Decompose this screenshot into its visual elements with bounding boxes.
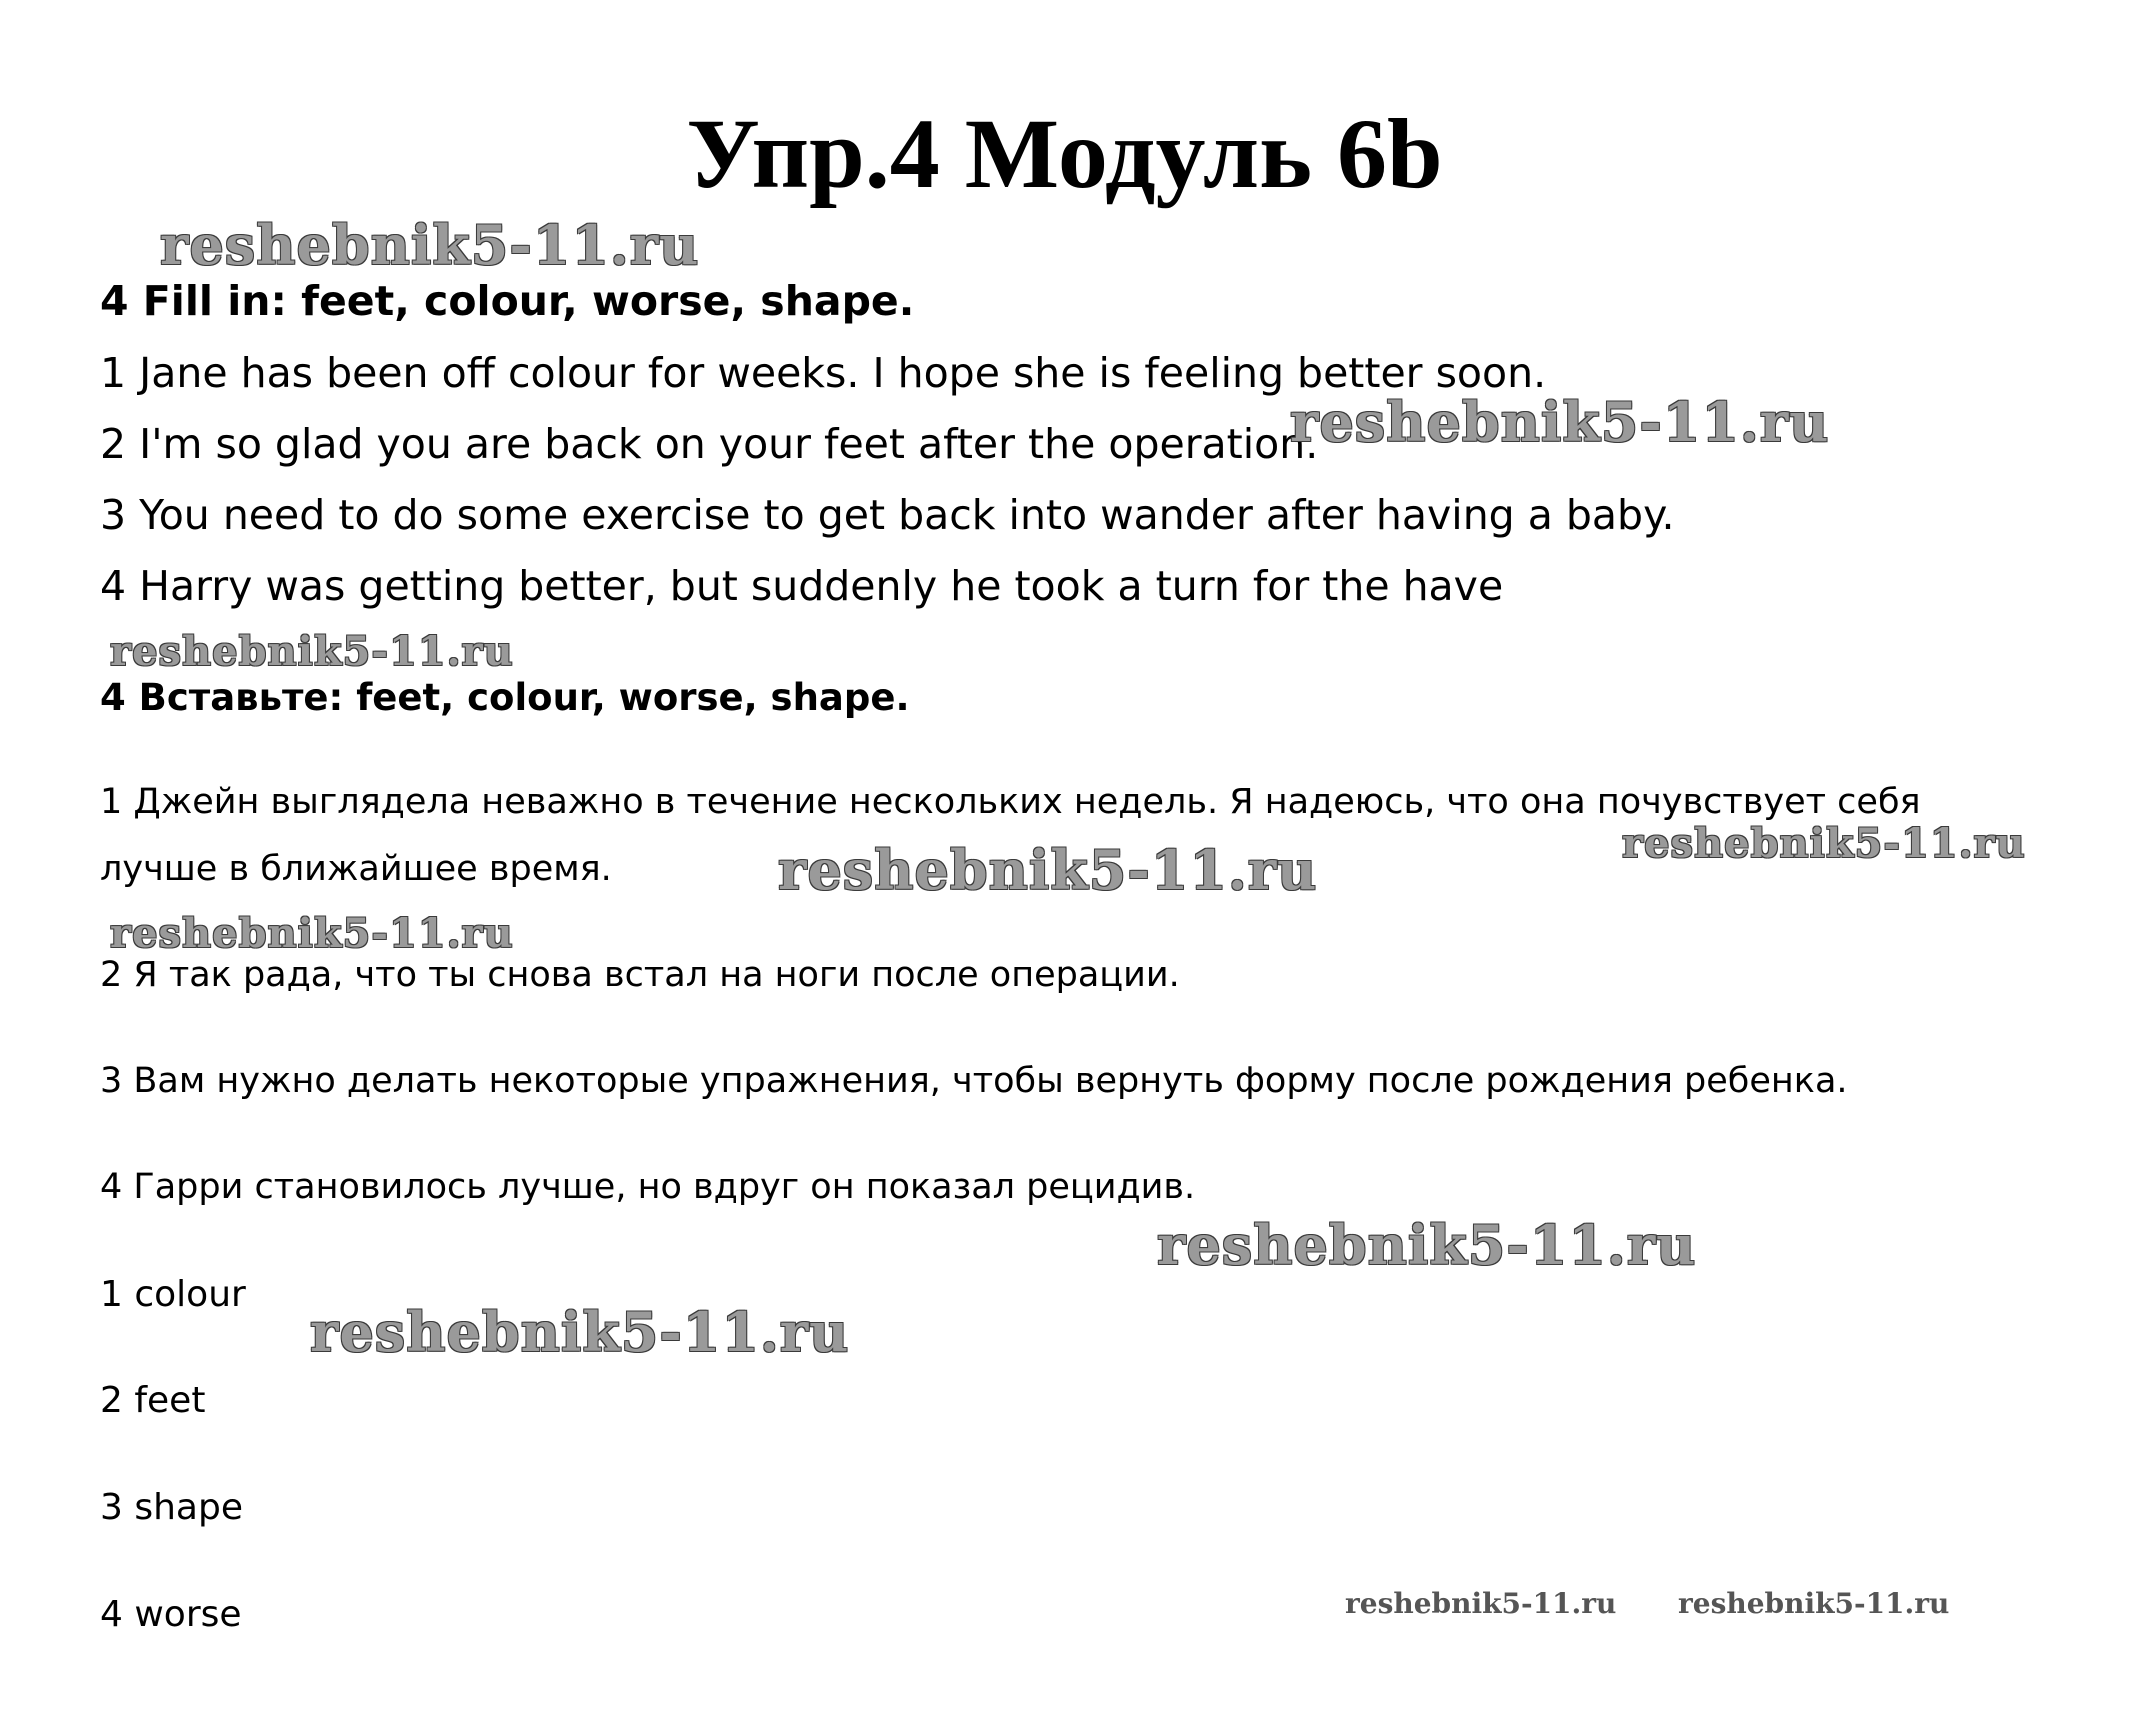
watermark: reshebnik5-11.ru	[1345, 1587, 1617, 1620]
watermark: reshebnik5-11.ru	[1157, 1213, 1697, 1277]
watermark: reshebnik5-11.ru	[160, 213, 700, 277]
russian-sentence-1-line-2: лучше в ближайшее время.	[100, 849, 612, 889]
russian-task-heading: 4 Вставьте: feet, colour, worse, shape.	[100, 676, 910, 719]
english-sentence-2: 2 I'm so glad you are back on your feet after the operation.	[100, 420, 1319, 468]
watermark: reshebnik5-11.ru	[778, 838, 1318, 902]
page-title: Упр.4 Модуль 6b	[686, 98, 1443, 209]
russian-sentence-4: 4 Гарри становилось лучше, но вдруг он показал рецидив.	[100, 1167, 1196, 1207]
answer-3: 3 shape	[100, 1487, 243, 1528]
english-sentence-3: 3 You need to do some exercise to get back into wander after having a baby.	[100, 491, 1675, 539]
english-sentence-1: 1 Jane has been off colour for weeks. I hope she is feeling better soon.	[100, 349, 1547, 397]
watermark: reshebnik5-11.ru	[110, 910, 514, 957]
watermark: reshebnik5-11.ru	[1678, 1587, 1950, 1620]
answer-1: 1 colour	[100, 1274, 246, 1315]
answer-4: 4 worse	[100, 1594, 242, 1635]
russian-sentence-3: 3 Вам нужно делать некоторые упражнения, чтобы вернуть форму после рождения ребенка.	[100, 1061, 1848, 1101]
answer-2: 2 feet	[100, 1380, 206, 1421]
russian-sentence-1-line-1: 1 Джейн выглядела неважно в течение нескольких недель. Я надеюсь, что она почувствует себя	[100, 782, 1921, 822]
russian-sentence-2: 2 Я так рада, что ты снова встал на ноги после операции.	[100, 955, 1180, 995]
watermark: reshebnik5-11.ru	[110, 628, 514, 675]
english-sentence-4: 4 Harry was getting better, but suddenly he took a turn for the have	[100, 562, 1504, 610]
english-task-heading: 4 Fill in: feet, colour, worse, shape.	[100, 277, 915, 325]
watermark: reshebnik5-11.ru	[1622, 820, 2026, 867]
watermark: reshebnik5-11.ru	[1290, 390, 1830, 454]
watermark: reshebnik5-11.ru	[310, 1300, 850, 1364]
